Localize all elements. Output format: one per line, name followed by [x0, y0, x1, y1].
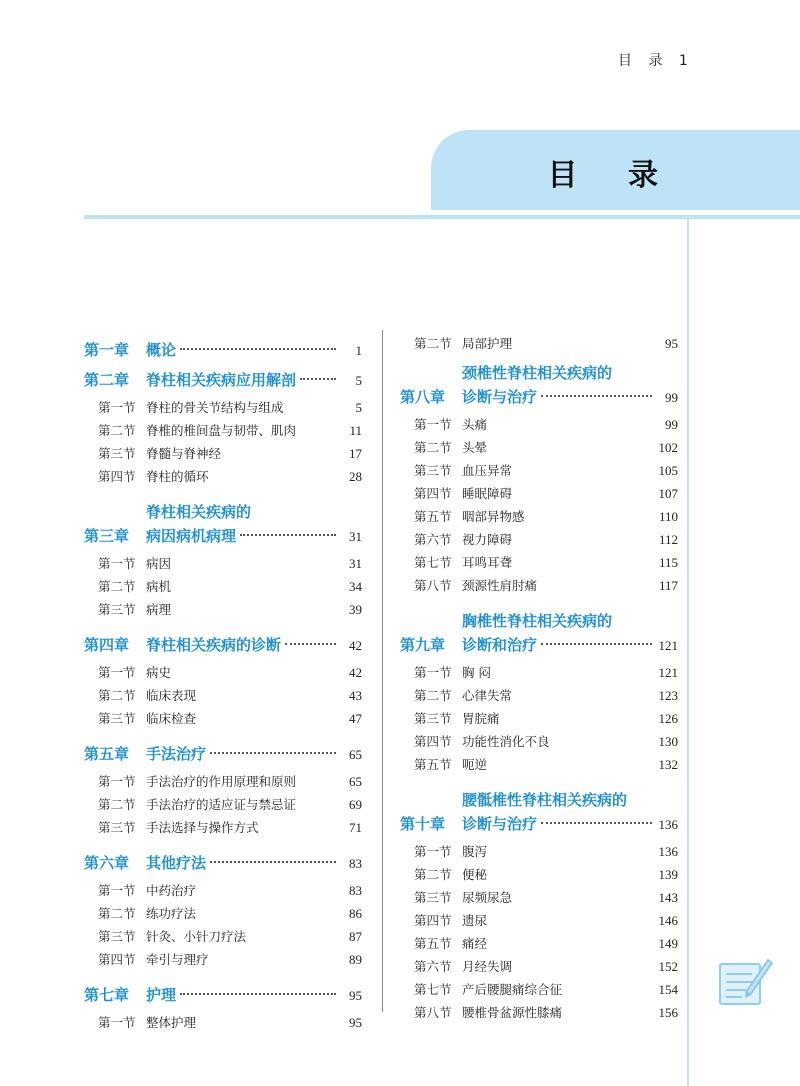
chapter-page: 42 [349, 638, 362, 653]
toc-left-column [84, 334, 362, 1042]
chapter-number: 第十章 [400, 815, 446, 833]
chapter-page: 136 [658, 817, 678, 832]
section-number: 第二节 [414, 688, 452, 703]
section-number: 第三节 [414, 890, 452, 905]
chapter-title-row [146, 633, 362, 657]
chapter-page: 95 [349, 988, 362, 1003]
section-number: 第一节 [98, 400, 136, 415]
toc-chapter-entry[interactable] [400, 609, 678, 657]
chapter-page: 1 [355, 343, 362, 358]
section-title: 尿频尿急 [462, 890, 513, 905]
running-head-page: 1 [678, 53, 694, 69]
toc-section-entry[interactable] [400, 576, 678, 599]
section-page: 112 [658, 532, 678, 547]
section-title: 局部护理 [462, 336, 513, 351]
section-number: 第二节 [98, 688, 136, 703]
running-head-label: 目 录 [618, 53, 669, 69]
chapter-title-line1: 胸椎性脊柱相关疾病的 [462, 612, 613, 630]
leader-dots [541, 643, 652, 645]
section-title: 头痛 [462, 417, 488, 432]
running-head [618, 50, 694, 70]
chapter-page: 83 [349, 856, 362, 871]
section-number: 第三节 [414, 463, 452, 478]
section-title: 遗尿 [462, 913, 488, 928]
section-number: 第二节 [98, 423, 136, 438]
section-title: 胸 闷 [462, 665, 491, 680]
section-page: 47 [349, 711, 362, 726]
section-number: 第四节 [98, 469, 136, 484]
section-page: 42 [349, 665, 362, 680]
chapter-title: 诊断与治疗 [462, 815, 538, 833]
section-title: 整体护理 [146, 1015, 197, 1030]
section-page: 39 [349, 602, 362, 617]
section-title: 心律失常 [462, 688, 513, 703]
section-title: 手法选择与操作方式 [146, 820, 259, 835]
chapter-title: 其他疗法 [146, 854, 207, 872]
section-number: 第二节 [98, 579, 136, 594]
toc-section-entry[interactable] [400, 911, 678, 934]
section-page: 143 [658, 890, 678, 905]
section-number: 第一节 [414, 417, 452, 432]
chapter-page: 31 [349, 529, 362, 544]
toc-section-entry[interactable] [84, 818, 362, 841]
chapter-title-block [462, 361, 678, 409]
chapter-title-row [146, 368, 362, 392]
section-number: 第五节 [414, 509, 452, 524]
toc-section-entry[interactable] [84, 772, 362, 795]
section-title: 胃脘痛 [462, 711, 500, 726]
section-page: 121 [658, 665, 678, 680]
spacer [84, 1036, 362, 1042]
section-page: 132 [658, 757, 678, 772]
section-number: 第八节 [414, 578, 452, 593]
section-title: 临床表现 [146, 688, 197, 703]
chapter-title-block [146, 500, 362, 548]
chapter-title-row [146, 742, 362, 766]
section-title: 便秘 [462, 867, 488, 882]
toc-section-entry[interactable] [84, 467, 362, 490]
spacer [84, 973, 362, 979]
chapter-number: 第六章 [84, 854, 130, 872]
section-page: 83 [349, 883, 362, 898]
chapter-title-block [146, 983, 362, 1007]
section-number: 第三节 [98, 929, 136, 944]
section-title: 脊柱的循环 [146, 469, 209, 484]
toc-section-entry[interactable] [400, 553, 678, 576]
section-number: 第二节 [414, 867, 452, 882]
chapter-title: 病因病机病理 [146, 527, 237, 545]
section-number: 第七节 [414, 982, 452, 997]
section-page: 110 [658, 509, 678, 524]
section-title: 腹泻 [462, 844, 488, 859]
spacer [84, 841, 362, 847]
section-title: 练功疗法 [146, 906, 197, 921]
toc-chapter-entry[interactable] [84, 851, 362, 875]
section-number: 第一节 [414, 844, 452, 859]
section-page: 28 [349, 469, 362, 484]
leader-dots [300, 378, 336, 380]
toc-section-entry[interactable] [84, 398, 362, 421]
section-title: 手法治疗的作用原理和原则 [146, 774, 297, 789]
section-title: 功能性消化不良 [462, 734, 550, 749]
spacer [84, 490, 362, 496]
chapter-number: 第九章 [400, 636, 446, 654]
section-title: 手法治疗的适应证与禁忌证 [146, 797, 297, 812]
chapter-title-row [146, 851, 362, 875]
chapter-title: 诊断和治疗 [462, 636, 538, 654]
section-title: 颈源性肩肘痛 [462, 578, 538, 593]
section-title: 血压异常 [462, 463, 513, 478]
section-title: 头晕 [462, 440, 488, 455]
toc-chapter-entry[interactable] [84, 742, 362, 766]
section-number: 第二节 [98, 906, 136, 921]
chapter-title-line1: 腰骶椎性脊柱相关疾病的 [462, 791, 628, 809]
chapter-title-row [462, 633, 678, 657]
section-number: 第五节 [414, 936, 452, 951]
section-number: 第四节 [414, 913, 452, 928]
chapter-number: 第四章 [84, 636, 130, 654]
chapter-title-row [462, 385, 678, 409]
section-page: 139 [658, 867, 678, 882]
chapter-title-line1: 颈椎性脊柱相关疾病的 [462, 364, 613, 382]
page-title: 目 录 [547, 158, 678, 193]
spacer [400, 1026, 678, 1032]
section-page: 115 [658, 555, 678, 570]
section-number: 第一节 [98, 883, 136, 898]
leader-dots [285, 643, 336, 645]
section-number: 第三节 [98, 602, 136, 617]
toc-section-entry[interactable] [400, 980, 678, 1003]
section-number: 第一节 [414, 665, 452, 680]
chapter-title-row [146, 338, 362, 362]
section-title: 痛经 [462, 936, 488, 951]
section-title: 视力障碍 [462, 532, 513, 547]
section-title: 临床检查 [146, 711, 197, 726]
chapter-page: 99 [665, 390, 678, 405]
section-title: 病理 [146, 602, 172, 617]
chapter-title: 诊断与治疗 [462, 388, 538, 406]
section-number: 第二节 [414, 440, 452, 455]
section-number: 第三节 [98, 820, 136, 835]
section-number: 第一节 [98, 774, 136, 789]
toc-chapter-entry[interactable] [84, 500, 362, 548]
toc-section-entry[interactable] [84, 709, 362, 732]
section-title: 呃逆 [462, 757, 488, 772]
toc-section-entry[interactable] [400, 530, 678, 553]
section-page: 149 [658, 936, 678, 951]
toc-section-entry[interactable] [400, 438, 678, 461]
chapter-title: 手法治疗 [146, 745, 207, 763]
toc-section-entry[interactable] [84, 421, 362, 444]
section-title: 睡眠障碍 [462, 486, 513, 501]
chapter-title-block [146, 742, 362, 766]
section-title: 脊柱的骨关节结构与组成 [146, 400, 284, 415]
spacer [84, 732, 362, 738]
section-page: 146 [658, 913, 678, 928]
section-page: 86 [349, 906, 362, 921]
section-title: 脊椎的椎间盘与韧带、肌肉 [146, 423, 297, 438]
section-title: 牵引与理疗 [146, 952, 209, 967]
toc-section-entry[interactable] [400, 461, 678, 484]
leader-dots [180, 993, 336, 995]
chapter-page: 65 [349, 747, 362, 762]
section-page: 95 [349, 1015, 362, 1030]
toc-section-entry[interactable] [400, 415, 678, 438]
section-page: 105 [658, 463, 678, 478]
chapter-title-row [146, 524, 362, 548]
section-number: 第四节 [414, 734, 452, 749]
section-title: 病机 [146, 579, 172, 594]
section-page: 102 [658, 440, 678, 455]
chapter-title-block [462, 609, 678, 657]
toc-chapter-entry[interactable] [400, 361, 678, 409]
chapter-page: 121 [658, 638, 678, 653]
chapter-title: 护理 [146, 986, 177, 1004]
section-page: 87 [349, 929, 362, 944]
section-title: 中药治疗 [146, 883, 197, 898]
toc-section-entry[interactable] [84, 554, 362, 577]
leader-dots [240, 534, 336, 536]
chapter-title-block [146, 633, 362, 657]
spacer [400, 599, 678, 605]
chapter-number: 第二章 [84, 371, 130, 389]
section-page: 99 [665, 417, 678, 432]
section-title: 腰椎骨盆源性膝痛 [462, 1005, 563, 1020]
section-number: 第六节 [414, 532, 452, 547]
leader-dots [180, 348, 336, 350]
toc-section-entry[interactable] [84, 1013, 362, 1036]
toc-chapter-entry[interactable] [84, 338, 362, 362]
toc-section-entry[interactable] [84, 663, 362, 686]
section-title: 针灸、小针刀疗法 [146, 929, 247, 944]
vertical-rule [687, 219, 689, 1086]
toc-section-entry[interactable] [84, 950, 362, 973]
chapter-title-block [146, 851, 362, 875]
toc-section-entry[interactable] [400, 709, 678, 732]
section-page: 65 [349, 774, 362, 789]
section-page: 117 [658, 578, 678, 593]
section-number: 第三节 [414, 711, 452, 726]
section-number: 第六节 [414, 959, 452, 974]
section-page: 11 [349, 423, 362, 438]
section-number: 第三节 [98, 446, 136, 461]
section-number: 第四节 [98, 952, 136, 967]
section-number: 第七节 [414, 555, 452, 570]
section-page: 89 [349, 952, 362, 967]
section-number: 第三节 [98, 711, 136, 726]
section-title: 产后腰腿痛综合征 [462, 982, 563, 997]
toc-section-entry[interactable] [400, 686, 678, 709]
leader-dots [210, 752, 336, 754]
section-page: 154 [658, 982, 678, 997]
chapter-title-row [462, 812, 678, 836]
section-page: 34 [349, 579, 362, 594]
toc-section-entry[interactable] [400, 484, 678, 507]
horizontal-rule [84, 215, 800, 219]
section-number: 第八节 [414, 1005, 452, 1020]
section-title: 病因 [146, 556, 172, 571]
leader-dots [210, 861, 336, 863]
section-number: 第五节 [414, 757, 452, 772]
chapter-title-row [146, 983, 362, 1007]
toc-section-entry[interactable] [84, 881, 362, 904]
section-page: 71 [349, 820, 362, 835]
toc-section-entry[interactable] [84, 795, 362, 818]
section-number: 第一节 [98, 556, 136, 571]
toc-chapter-entry[interactable] [84, 633, 362, 657]
section-title: 耳鸣耳聋 [462, 555, 513, 570]
toc-right-column [400, 334, 678, 1032]
chapter-title-block [146, 338, 362, 362]
section-page: 156 [658, 1005, 678, 1020]
toc-chapter-entry[interactable] [84, 983, 362, 1007]
notebook-pencil-icon [716, 954, 774, 1008]
section-title: 月经失调 [462, 959, 513, 974]
chapter-number: 第八章 [400, 388, 446, 406]
section-title: 咽部异物感 [462, 509, 525, 524]
section-page: 126 [658, 711, 678, 726]
section-number: 第二节 [414, 336, 452, 351]
toc-section-entry[interactable] [84, 686, 362, 709]
chapter-title-block [462, 788, 678, 836]
toc-section-entry[interactable] [84, 444, 362, 467]
section-number: 第四节 [414, 486, 452, 501]
toc-section-entry[interactable] [400, 1003, 678, 1026]
section-page: 123 [658, 688, 678, 703]
toc-section-entry[interactable] [84, 904, 362, 927]
toc-section-entry[interactable] [84, 577, 362, 600]
toc-chapter-entry[interactable] [84, 368, 362, 392]
toc-section-entry[interactable] [400, 957, 678, 980]
section-page: 31 [349, 556, 362, 571]
section-title: 病史 [146, 665, 172, 680]
toc-section-entry[interactable] [400, 334, 678, 357]
leader-dots [541, 822, 652, 824]
spacer [400, 778, 678, 784]
chapter-number: 第五章 [84, 745, 130, 763]
toc-section-entry[interactable] [400, 865, 678, 888]
section-page: 5 [355, 400, 362, 415]
section-page: 136 [658, 844, 678, 859]
section-page: 130 [658, 734, 678, 749]
spacer [84, 623, 362, 629]
chapter-title-block [146, 368, 362, 392]
chapter-title: 脊柱相关疾病的诊断 [146, 636, 282, 654]
column-divider [382, 330, 383, 1012]
toc-section-entry[interactable] [400, 663, 678, 686]
toc-section-entry[interactable] [84, 927, 362, 950]
toc-section-entry[interactable] [400, 732, 678, 755]
section-page: 69 [349, 797, 362, 812]
section-number: 第一节 [98, 665, 136, 680]
section-page: 43 [349, 688, 362, 703]
chapter-title: 概论 [146, 341, 177, 359]
toc-section-entry[interactable] [400, 842, 678, 865]
leader-dots [541, 395, 652, 397]
toc-section-entry[interactable] [400, 507, 678, 530]
chapter-title: 脊柱相关疾病应用解剖 [146, 371, 297, 389]
section-page: 107 [658, 486, 678, 501]
section-number: 第二节 [98, 797, 136, 812]
chapter-page: 5 [355, 373, 362, 388]
chapter-number: 第一章 [84, 341, 130, 359]
toc-section-entry[interactable] [400, 888, 678, 911]
chapter-title-line1: 脊柱相关疾病的 [146, 503, 252, 521]
section-title: 脊髓与脊神经 [146, 446, 222, 461]
section-page: 95 [665, 336, 678, 351]
section-number: 第一节 [98, 1015, 136, 1030]
section-page: 17 [349, 446, 362, 461]
section-page: 152 [658, 959, 678, 974]
chapter-number: 第三章 [84, 527, 130, 545]
toc-section-entry[interactable] [400, 755, 678, 778]
toc-section-entry[interactable] [400, 934, 678, 957]
toc-section-entry[interactable] [84, 600, 362, 623]
chapter-number: 第七章 [84, 986, 130, 1004]
toc-chapter-entry[interactable] [400, 788, 678, 836]
